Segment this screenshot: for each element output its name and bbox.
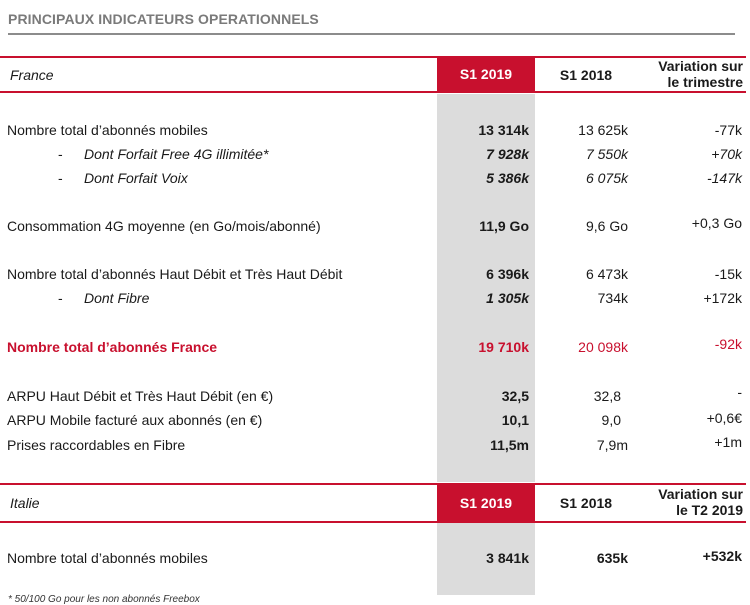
value-variation: -92k [714,336,742,352]
france-col-variation-line1: Variation sur [658,58,743,74]
value-variation: +0,3 Go [691,215,742,231]
value-s1-2018: 7,9m [596,437,628,453]
value-s1-2019: 13 314k [478,122,529,138]
table-row [0,290,746,310]
row-label: Nombre total d’abonnés Haut Débit et Très Haut Débit [7,266,343,282]
footnote: * 50/100 Go pour les non abonnés Freebox [8,594,200,605]
italie-header-row [0,483,746,523]
value-s1-2018: 7 550k [585,146,628,162]
table-row [0,215,746,238]
value-variation: -147k [706,170,742,186]
value-s1-2019: 6 396k [486,266,529,282]
row-label: Nombre total d’abonnés mobiles [7,550,208,566]
table-row [0,434,746,457]
row-label: ARPU Mobile facturé aux abonnés (en €) [7,412,263,428]
italie-section-label: Italie [10,495,40,511]
row-label: Nombre total d’abonnés France [7,339,218,355]
value-s1-2018: 734k [597,290,628,306]
table-row [0,550,746,570]
value-s1-2019: 10,1 [501,412,529,428]
value-s1-2019: 7 928k [486,146,529,162]
value-s1-2019: 3 841k [486,550,529,566]
value-s1-2019: 11,9 Go [479,218,529,234]
row-bullet-dash: - [58,170,63,186]
value-s1-2018: 9,6 Go [585,218,628,234]
france-col-s1-2018: S1 2018 [559,67,613,83]
table-row [0,146,746,166]
page-title: PRINCIPAUX INDICATEURS OPERATIONNELS [8,11,319,27]
france-section-label: France [10,67,54,83]
row-label: Dont Fibre [84,290,150,306]
value-s1-2018: 20 098k [578,339,628,355]
table-row [0,266,746,286]
italie-col-variation [636,486,743,518]
table-row [0,122,746,142]
table-row [0,170,746,190]
row-label: Dont Forfait Voix [84,170,188,186]
title-divider [8,33,735,35]
value-variation: +0,6€ [706,410,742,426]
value-variation: +1m [714,434,742,450]
row-bullet-dash: - [58,290,63,306]
italie-col-s1-2019: S1 2019 [437,485,535,521]
value-s1-2018: 6 075k [585,170,628,186]
value-s1-2018: 9,0 [601,412,621,428]
value-s1-2018: 6 473k [585,266,628,282]
italie-col-variation-line2: le T2 2019 [676,502,743,518]
row-label: Nombre total d’abonnés mobiles [7,122,208,138]
france-col-s1-2019: S1 2019 [437,58,535,91]
value-s1-2019: 19 710k [478,339,529,355]
value-s1-2018: 32,8 [593,388,621,404]
value-s1-2019: 1 305k [486,290,529,306]
value-variation: +532k [702,548,742,564]
row-label: Prises raccordables en Fibre [7,437,186,453]
value-variation: -77k [714,122,742,138]
value-s1-2019: 11,5m [490,437,529,453]
row-label: Dont Forfait Free 4G illimitée* [84,146,269,162]
value-variation: +172k [703,290,742,306]
france-col-variation [636,58,743,90]
france-header-row [0,56,746,93]
value-variation: - [737,384,742,400]
row-bullet-dash: - [58,146,63,162]
italie-col-s1-2018: S1 2018 [559,495,613,511]
value-s1-2018: 635k [596,550,628,566]
table-row [0,412,746,432]
table-row-total [0,336,746,359]
table-row [0,384,746,408]
row-label: Consommation 4G moyenne (en Go/mois/abonné) [7,218,321,234]
value-variation: -15k [714,266,742,282]
value-variation: +70k [711,146,742,162]
value-s1-2019: 5 386k [486,170,529,186]
italie-col-variation-line1: Variation sur [658,486,743,502]
value-s1-2018: 13 625k [578,122,628,138]
row-label: ARPU Haut Débit et Très Haut Débit (en €) [7,388,274,404]
value-s1-2019: 32,5 [501,388,529,404]
france-col-variation-line2: le trimestre [667,74,743,90]
